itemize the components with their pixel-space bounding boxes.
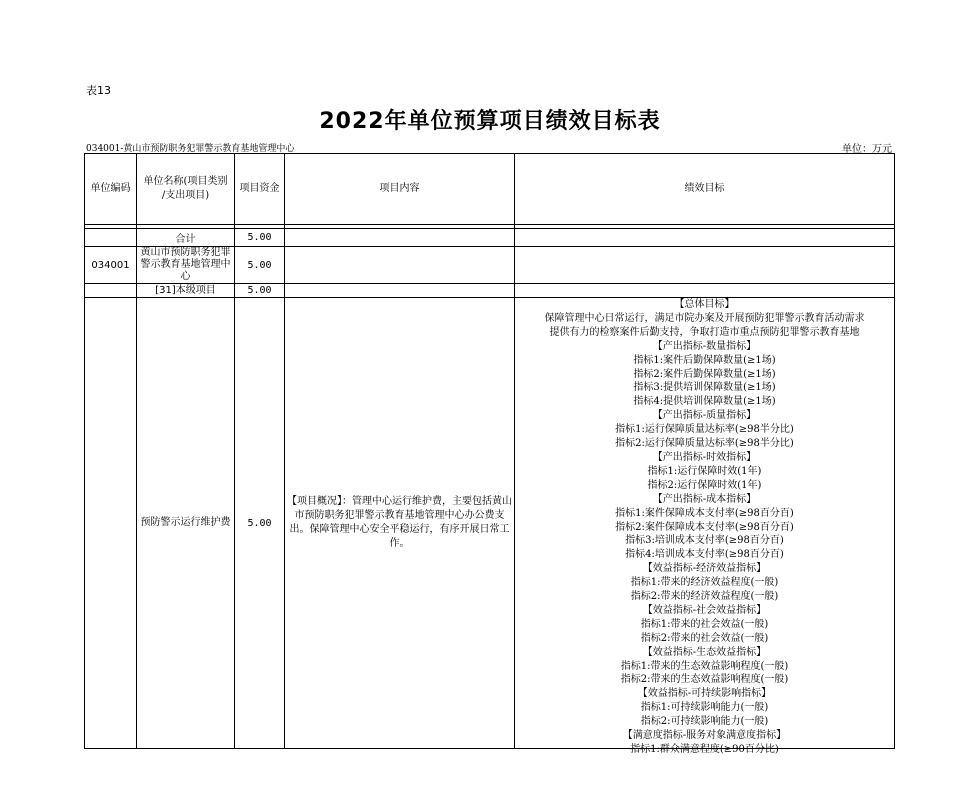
col-header-amount: 项目资金	[235, 154, 285, 225]
cell-goals	[515, 229, 895, 247]
col-header-goals: 绩效目标	[515, 154, 895, 225]
unit-label: 单位：万元	[842, 144, 892, 155]
table-row-level	[85, 284, 895, 298]
goal-line: 指标1:带来的社会效益(一般)	[640, 618, 769, 630]
goal-line: 【效益指标-生态效益指标】	[642, 646, 767, 658]
cell-unit-code: 034001	[85, 247, 137, 284]
cell-project-goals	[515, 298, 895, 755]
goal-line: 指标2:运行保障质量达标率(≥98半分比)	[615, 438, 794, 450]
table-number-label: 表13	[86, 84, 111, 97]
cell-content	[285, 229, 515, 247]
goal-line: 【效益指标-经济效益指标】	[642, 563, 767, 575]
cell-unit-amount: 5.00	[235, 247, 285, 284]
cell-goals	[515, 284, 895, 298]
col-header-code: 单位编码	[85, 154, 137, 225]
col-header-content: 项目内容	[285, 154, 515, 225]
cell-total-label: 合计	[137, 229, 235, 247]
goal-line: 指标1:可持续影响能力(一般)	[640, 702, 769, 714]
organization-name: 034001-黄山市预防职务犯罪警示教育基地管理中心	[86, 144, 295, 154]
goal-line: 【效益指标-社会效益指标】	[642, 604, 767, 616]
goal-line: 【产出指标-时效指标】	[652, 451, 757, 463]
cell-goals	[515, 247, 895, 284]
table-header-row	[85, 154, 895, 225]
performance-goal-list	[517, 298, 892, 755]
goal-line: 指标2:运行保障时效(1年)	[647, 479, 762, 491]
budget-table	[84, 153, 895, 755]
goal-line: 指标2:带来的社会效益(一般)	[640, 632, 769, 644]
cell-code	[85, 229, 137, 247]
cell-level-amount: 5.00	[235, 284, 285, 298]
goal-line: 【产出指标-数量指标】	[652, 340, 757, 352]
goal-line: 指标1:带来的经济效益程度(一般)	[630, 577, 779, 589]
goal-line: 指标4:培训成本支付率(≥98百分百)	[625, 549, 784, 561]
cell-total-amount: 5.00	[235, 229, 285, 247]
cell-code	[85, 298, 137, 749]
table-row-unit	[85, 247, 895, 284]
goal-line: 【效益指标-可持续影响指标】	[637, 688, 772, 700]
goal-line: 指标2:案件保障成本支付率(≥98百分百)	[615, 521, 794, 533]
goal-line: 指标1:群众满意程度(≥90百分比)	[630, 744, 779, 755]
goal-line: 指标2:带来的生态效益影响程度(一般)	[620, 674, 789, 686]
cell-project-name: 预防警示运行维护费	[137, 298, 235, 749]
goal-line: 指标2:可持续影响能力(一般)	[640, 716, 769, 728]
cell-level-name: [31]本级项目	[137, 284, 235, 298]
goal-line: 指标1:带来的生态效益影响程度(一般)	[620, 660, 789, 672]
goal-line: 【产出指标-质量指标】	[652, 410, 757, 422]
goal-line: 指标3:培训成本支付率(≥98百分百)	[625, 535, 784, 547]
goal-line: 指标1:案件保障成本支付率(≥98百分百)	[615, 507, 794, 519]
table-row-project	[85, 298, 895, 749]
goal-line: 【产出指标-成本指标】	[652, 493, 757, 505]
cell-content	[285, 284, 515, 298]
goal-line: 指标2:带来的经济效益程度(一般)	[630, 591, 779, 603]
table-row-total	[85, 229, 895, 247]
goal-line: 指标3:提供培训保障数量(≥1场)	[633, 382, 776, 394]
goal-line: 指标1:运行保障时效(1年)	[647, 465, 762, 477]
page-title: 2022年单位预算项目绩效目标表	[319, 109, 661, 134]
cell-code	[85, 284, 137, 298]
goal-line: 指标2:案件后勤保障数量(≥1场)	[633, 368, 776, 380]
goal-line: 指标1:运行保障质量达标率(≥98半分比)	[615, 424, 794, 436]
goal-line: 指标1:案件后勤保障数量(≥1场)	[633, 354, 776, 366]
cell-project-amount: 5.00	[235, 298, 285, 749]
goal-line: 【总体目标】	[674, 299, 735, 310]
goal-line: 保障管理中心日常运行，满足市院办案及开展预防犯罪警示教育活动需求	[544, 312, 865, 324]
col-header-name: 单位名称(项目类别 /支出项目)	[137, 154, 235, 225]
goal-line: 指标4:提供培训保障数量(≥1场)	[633, 396, 776, 408]
cell-unit-name: 黄山市预防职务犯罪警示教育基地管理中心	[137, 247, 235, 284]
cell-content	[285, 247, 515, 284]
goal-line: 【满意度指标-服务对象满意度指标】	[622, 730, 787, 742]
cell-project-content: 【项目概况】：管理中心运行维护费，主要包括黄山市预防职务犯罪警示教育基地管理中心办公费支出。保障管理中心安全平稳运行，有序开展日常工作。	[285, 298, 515, 749]
goal-line: 提供有力的检察案件后勤支持，争取打造市重点预防犯罪警示教育基地	[549, 326, 860, 338]
